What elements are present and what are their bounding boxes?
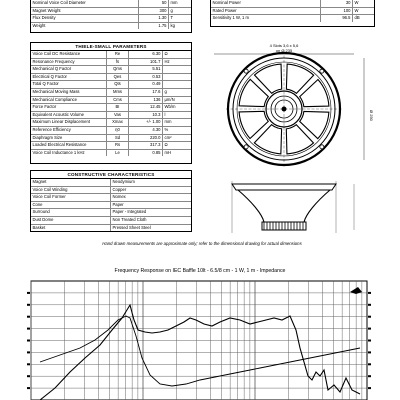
drawing-dim-diameter: Ø 250 <box>369 110 374 121</box>
table-row <box>31 150 191 157</box>
table-row <box>211 8 374 16</box>
param-cell: Magnet <box>31 179 111 186</box>
unit-cell <box>163 81 191 88</box>
mounting-slot <box>244 145 248 149</box>
unit-cell: T <box>170 15 174 21</box>
param-cell: Reference Efficiency <box>31 127 107 134</box>
symbol-cell: Xmax <box>107 119 129 126</box>
axis-tick-right <box>368 328 371 330</box>
spec-table-top-left <box>30 0 192 33</box>
symbol-cell: Rs <box>107 142 129 149</box>
table-row <box>31 15 191 23</box>
symbol-cell: Qes <box>107 74 129 81</box>
basket-window <box>254 64 281 93</box>
param-cell: Mechanical Compliance <box>31 97 107 104</box>
value-cell: Non Treated Cloth <box>112 216 147 222</box>
param-cell: Weight <box>31 23 139 30</box>
symbol-cell: Vas <box>107 112 129 119</box>
basket-window <box>286 64 313 93</box>
axis-tick-right <box>368 351 371 353</box>
param-cell: Basket <box>31 225 111 232</box>
unit-cell: mm <box>170 0 178 5</box>
symbol-cell: η0 <box>107 127 129 134</box>
basket-window <box>239 111 268 138</box>
value-cell: Paper - Integrated <box>112 209 147 215</box>
axis-tick-right <box>368 304 371 306</box>
value-cell: 10.3 <box>129 112 163 119</box>
axis-tick-right <box>368 375 371 377</box>
construction-table-title: CONSTRUCTIVE CHARACTERISTICS <box>31 171 191 179</box>
axis-tick-left <box>27 292 30 294</box>
table-row <box>31 187 191 195</box>
table-row <box>31 59 191 67</box>
symbol-cell: Qms <box>107 66 129 73</box>
symbol-cell: Sd <box>107 135 129 142</box>
graph-tick-marks <box>27 292 371 389</box>
axis-tick-left <box>27 363 30 365</box>
param-cell: Loaded Electrical Resistance <box>31 142 107 149</box>
param-cell: Mechanical Q Factor <box>31 66 107 73</box>
impedance-curve <box>40 316 360 386</box>
basket-window <box>300 111 329 138</box>
table-row <box>31 179 191 187</box>
param-cell: Resonance Frequency <box>31 59 107 66</box>
table-row <box>31 135 191 143</box>
unit-cell: Hz <box>164 58 170 64</box>
speaker-front-view <box>226 51 342 167</box>
table-row <box>31 0 191 8</box>
value-cell: Paper <box>112 201 124 207</box>
table-row <box>31 81 191 89</box>
param-cell: Surround <box>31 209 111 216</box>
speaker-dimensional-drawing <box>214 42 384 234</box>
axis-tick-left <box>27 328 30 330</box>
param-cell: Total Q Factor <box>31 81 107 88</box>
value-cell: 30 <box>321 0 353 7</box>
unit-cell: dB <box>354 15 360 21</box>
table-row <box>31 8 191 16</box>
mounting-slot <box>320 69 324 73</box>
axis-tick-left <box>27 340 30 342</box>
basket-window <box>300 79 329 106</box>
param-cell: Sensitivity 1 W, 1 m <box>211 15 321 22</box>
param-cell: Dust Dome <box>31 217 111 224</box>
value-cell: 4.30 <box>129 127 163 134</box>
table-row <box>31 119 191 127</box>
param-cell: Mechanical Moving Mass <box>31 89 107 96</box>
value-cell: 6.30 <box>129 51 163 58</box>
table-row <box>31 23 191 30</box>
unit-cell: µm/N <box>164 96 175 102</box>
param-cell: Cone <box>31 202 111 209</box>
value-cell: Neodymium <box>112 179 135 184</box>
axis-tick-left <box>27 375 30 377</box>
value-cell: 220.0 <box>129 135 163 142</box>
value-cell: 1.30 <box>139 15 169 22</box>
unit-cell: W <box>354 0 359 5</box>
axis-tick-right <box>368 340 371 342</box>
graph-grid <box>31 281 367 400</box>
symbol-cell: fs <box>107 59 129 66</box>
axis-tick-left <box>27 304 30 306</box>
unit-cell: mH <box>164 149 172 155</box>
param-cell: Rated Power <box>211 8 321 15</box>
param-cell: Voice Coil Inductance 1 kHz <box>31 150 107 157</box>
symbol-cell: Mms <box>107 89 129 96</box>
table-row <box>31 142 191 150</box>
drawing-label-slots: 4 Slots 3,6 x 5,6 <box>269 43 299 48</box>
value-cell: 12.45 <box>129 104 163 111</box>
axis-tick-right <box>368 292 371 294</box>
param-cell: Maximum Linear Displacement <box>31 119 107 126</box>
construction-table <box>30 170 192 232</box>
unit-cell: % <box>164 126 169 132</box>
logo-mark <box>350 287 362 294</box>
table-row <box>31 104 191 112</box>
table-row <box>31 217 191 225</box>
unit-cell: Ω <box>164 142 168 148</box>
unit-cell: Ω <box>164 51 168 56</box>
table-row <box>31 51 191 59</box>
drawing-note: Hand drawn measurements are approximate only; refer to the dimensional drawing for actual dimensions <box>102 241 302 246</box>
value-cell: Pressed Sheet Steel <box>112 224 151 230</box>
table-row <box>31 194 191 202</box>
table-row <box>211 0 374 8</box>
value-cell: 1.75 <box>139 23 169 30</box>
unit-cell: cm² <box>164 134 172 140</box>
symbol-cell: Re <box>107 51 129 58</box>
value-cell: 50 <box>139 0 169 7</box>
table-row <box>31 209 191 217</box>
value-cell: Copper <box>112 186 127 192</box>
param-cell: Nominal Voice Coil Diameter <box>31 0 139 7</box>
unit-cell: W <box>354 7 359 13</box>
value-cell: Nomex <box>112 194 126 200</box>
table-row <box>31 74 191 82</box>
value-cell: 0.85 <box>129 150 163 157</box>
side-magnet <box>262 222 306 230</box>
spec-table-top-right <box>210 0 375 27</box>
param-cell: Voice Coil DC Resistance <box>31 51 107 58</box>
value-cell: 0.49 <box>129 81 163 88</box>
unit-cell <box>163 74 191 81</box>
axis-tick-left <box>27 351 30 353</box>
axis-tick-left <box>27 316 30 318</box>
ts-table-title: THIELE-SMALL PARAMETERS <box>31 43 191 51</box>
value-cell: +/- 1.00 <box>129 119 163 126</box>
value-cell: 101.7 <box>129 59 163 66</box>
axis-tick-right <box>368 316 371 318</box>
basket-window <box>254 125 281 154</box>
unit-cell: g <box>170 7 173 13</box>
unit-cell: g <box>164 88 167 94</box>
graph-title: Frequency Response on IEC Baffle 10lt - 6.5/8 cm - 1 W, 1 m - Impedance <box>114 268 286 274</box>
param-cell: Nominal Power <box>211 0 321 7</box>
param-cell: Equivalent Acoustic Volume <box>31 112 107 119</box>
table-row <box>31 202 191 210</box>
graph-frame <box>31 281 367 400</box>
spl-curve <box>40 305 360 400</box>
param-cell: Voice Coil Former <box>31 194 111 201</box>
unit-cell: l <box>164 111 166 117</box>
param-cell: Electrical Q Factor <box>31 74 107 81</box>
value-cell: 100 <box>321 8 353 15</box>
value-cell: 17.6 <box>129 89 163 96</box>
table-row <box>211 15 374 22</box>
table-row <box>31 225 191 232</box>
axis-tick-right <box>368 363 371 365</box>
speaker-side-view <box>232 181 354 233</box>
table-row <box>31 66 191 74</box>
drawing-label-pcd: on Ø 235 <box>275 48 293 53</box>
param-cell: Flux Density <box>31 15 139 22</box>
symbol-cell: Qts <box>107 81 129 88</box>
basket-window <box>286 125 313 154</box>
side-flange <box>232 184 336 190</box>
unit-cell: mm <box>164 119 172 125</box>
value-cell: 96.5 <box>321 15 353 22</box>
mounting-slot <box>244 69 248 73</box>
param-cell: Diaphragm Size <box>31 135 107 142</box>
value-cell: 0.53 <box>129 74 163 81</box>
symbol-cell: Le <box>107 150 129 157</box>
param-cell: Magnet Weight <box>31 8 139 15</box>
value-cell: 300 <box>139 8 169 15</box>
unit-cell: Wb/m <box>164 104 176 110</box>
side-basket <box>238 190 330 222</box>
table-row <box>31 89 191 97</box>
table-row <box>31 112 191 120</box>
basket-window <box>239 79 268 106</box>
unit-cell <box>163 66 191 73</box>
table-row <box>31 127 191 135</box>
unit-cell: kg <box>170 22 175 28</box>
value-cell: 5.51 <box>129 66 163 73</box>
axis-tick-right <box>368 387 371 389</box>
param-cell: Force Factor <box>31 104 107 111</box>
param-cell: Voice Coil Winding <box>31 187 111 194</box>
thiele-small-table <box>30 42 192 164</box>
symbol-cell: BI <box>107 104 129 111</box>
axis-tick-left <box>27 387 30 389</box>
mounting-slot <box>320 145 324 149</box>
symbol-cell: Cms <box>107 97 129 104</box>
table-row <box>31 97 191 105</box>
value-cell: 317.3 <box>129 142 163 149</box>
value-cell: 136 <box>129 97 163 104</box>
